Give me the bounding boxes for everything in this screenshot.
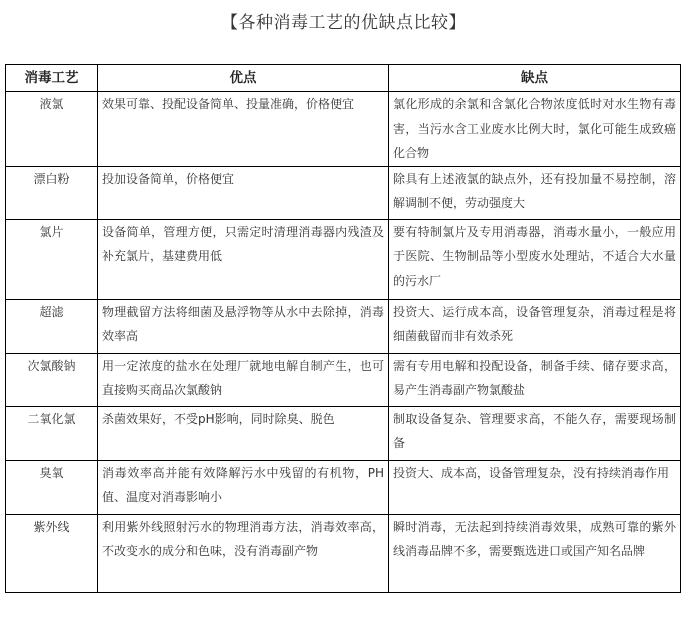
disadvantages-cell: 投资大、运行成本高，设备管理复杂，消毒过程是将细菌截留而非有效杀死 <box>389 299 681 353</box>
table-row <box>6 92 681 167</box>
table-row <box>6 406 681 460</box>
process-name: 液氯 <box>6 92 98 167</box>
process-name: 次氯酸钠 <box>6 353 98 406</box>
disadvantages-cell: 投资大、成本高，设备管理复杂，没有持续消毒作用 <box>389 460 681 514</box>
advantages-cell: 设备简单，管理方便，只需定时清理消毒器内残渣及补充氯片，基建费用低 <box>98 219 389 299</box>
advantages-cell: 物理截留方法将细菌及悬浮物等从水中去除掉，消毒效率高 <box>98 299 389 353</box>
table-row <box>6 166 681 219</box>
table-row <box>6 460 681 514</box>
disadvantages-cell: 制取设备复杂、管理要求高，不能久存，需要现场制备 <box>389 406 681 460</box>
process-name: 臭氧 <box>6 460 98 514</box>
page-title: 【各种消毒工艺的优缺点比较】 <box>221 13 466 33</box>
disadvantages-cell: 氯化形成的余氯和含氯化合物浓度低时对水生物有毒害，当污水含工业废水比例大时，氯化可能生成致癌化合物 <box>389 92 681 167</box>
process-name: 二氧化氯 <box>6 406 98 460</box>
advantages-cell: 利用紫外线照射污水的物理消毒方法，消毒效率高，不改变水的成分和色味，没有消毒副产物 <box>98 514 389 592</box>
advantages-cell: 效果可靠、投配设备简单、投量准确，价格便宜 <box>98 92 389 167</box>
header-process: 消毒工艺 <box>6 65 98 92</box>
advantages-cell: 杀菌效果好，不受pH影响，同时除臭、脱色 <box>98 406 389 460</box>
disadvantages-cell: 除具有上述液氯的缺点外，还有投加量不易控制，溶解调制不便，劳动强度大 <box>389 166 681 219</box>
table-header-row <box>6 65 681 92</box>
header-disadvantages: 缺点 <box>389 65 681 92</box>
table-row <box>6 219 681 299</box>
advantages-cell: 用一定浓度的盐水在处理厂就地电解自制产生，也可直接购买商品次氯酸钠 <box>98 353 389 406</box>
advantages-cell: 消毒效率高并能有效降解污水中残留的有机物，PH值、温度对消毒影响小 <box>98 460 389 514</box>
disadvantages-cell: 需有专用电解和投配设备，制备手续、储存要求高，易产生消毒副产物氯酸盐 <box>389 353 681 406</box>
table-row <box>6 299 681 353</box>
header-advantages: 优点 <box>98 65 389 92</box>
table-row <box>6 353 681 406</box>
process-name: 紫外线 <box>6 514 98 592</box>
table-row <box>6 514 681 592</box>
comparison-table <box>5 64 681 593</box>
process-name: 氯片 <box>6 219 98 299</box>
process-name: 超滤 <box>6 299 98 353</box>
advantages-cell: 投加设备简单，价格便宜 <box>98 166 389 219</box>
disadvantages-cell: 要有特制氯片及专用消毒器，消毒水量小，一般应用于医院、生物制品等小型废水处理站，不适合大水量的污水厂 <box>389 219 681 299</box>
disadvantages-cell: 瞬时消毒，无法起到持续消毒效果，成熟可靠的紫外线消毒品牌不多，需要甄选进口或国产知名品牌 <box>389 514 681 592</box>
process-name: 漂白粉 <box>6 166 98 219</box>
